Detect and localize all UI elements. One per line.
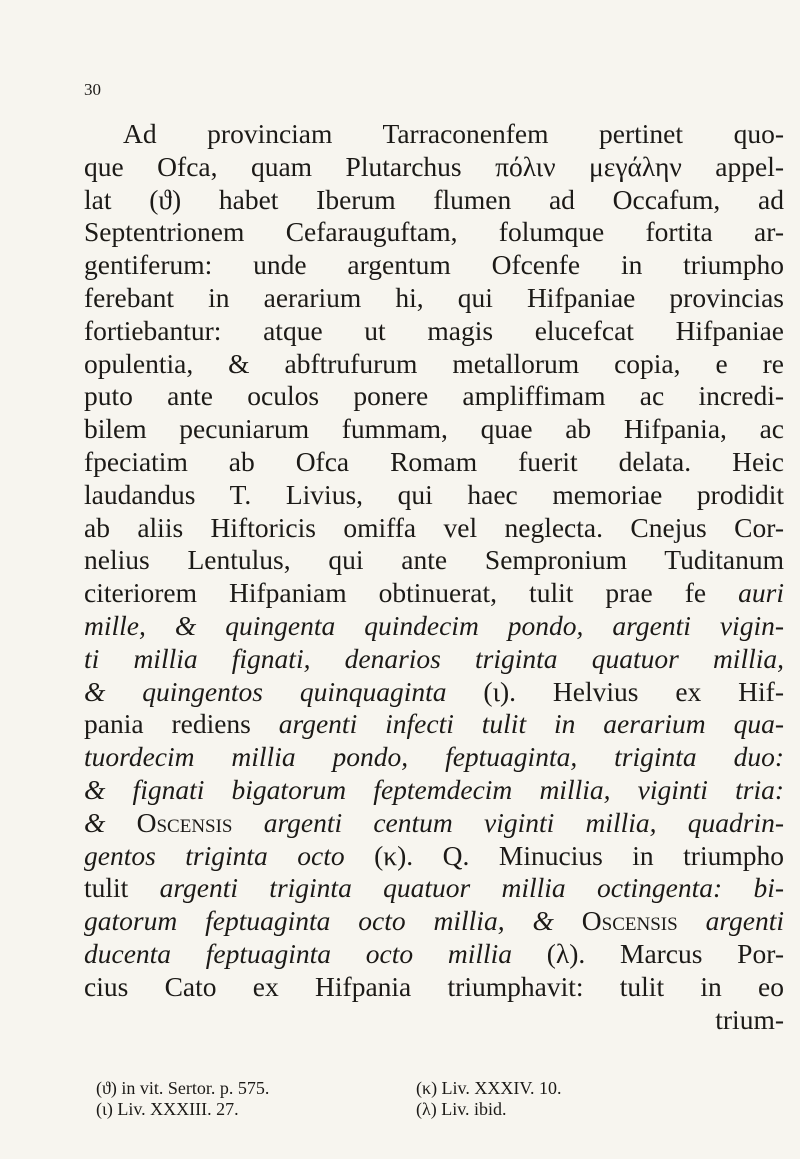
text-span: Ad provinciam Tarraconenfem pertinet quo- [123, 118, 784, 149]
text-line [84, 184, 784, 217]
text-span: (κ). Q. Minucius in triumpho [344, 839, 784, 871]
text-span: gentiferum: unde argentum Ofcenfe in triumpho [84, 249, 784, 281]
italic-span: auri [738, 577, 784, 609]
text-span: cius Cato ex Hifpania triumphavit: tulit in eo [84, 970, 784, 1002]
italic-span: argenti [677, 905, 784, 937]
text-line [84, 872, 784, 905]
italic-span: gatorum feptuaginta octo millia, & [84, 905, 582, 937]
text-span: ab aliis Hiftoricis omiffa vel neglecta. Cnejus Cor- [84, 511, 784, 543]
text-line [84, 610, 784, 643]
small-caps-span: Oscensis [581, 905, 678, 937]
text-line [84, 676, 784, 709]
text-span: lat (ϑ) habet Iberum flumen ad Occafum, ad [84, 183, 784, 215]
italic-span: & [84, 806, 137, 838]
text-line [84, 249, 784, 282]
footnote: (λ) Liv. ibid. [416, 1099, 507, 1119]
text-span: Septentrionem Cefarauguftam, folumque fortita ar- [84, 216, 784, 248]
text-line [84, 1004, 784, 1037]
text-span: nelius Lentulus, qui ante Sempronium Tuditanum [84, 544, 784, 576]
body-text [84, 118, 784, 1036]
text-line [84, 544, 784, 577]
text-span: tulit [84, 872, 160, 904]
italic-span: mille, & quingenta quindecim pondo, argenti vigin- [84, 609, 784, 641]
text-line [84, 741, 784, 774]
text-line [84, 216, 784, 249]
small-caps-span: Oscensis [136, 806, 233, 838]
text-line [84, 577, 784, 610]
footnote: (κ) Liv. XXXIV. 10. [416, 1078, 562, 1098]
text-line [84, 643, 784, 676]
text-line [84, 807, 784, 840]
text-line [84, 151, 784, 184]
text-line [84, 479, 784, 512]
text-line [84, 413, 784, 446]
text-line [84, 118, 784, 151]
text-span: fpeciatim ab Ofca Romam fuerit delata. Heic [84, 445, 784, 477]
italic-span: argenti centum viginti millia, quadrin- [232, 806, 784, 838]
italic-span: & fignati bigatorum feptemdecim millia, viginti tria: [84, 773, 784, 805]
italic-span: & quingentos quinquaginta [84, 675, 447, 707]
text-span: puto ante oculos ponere ampliffimam ac incredi- [84, 380, 784, 412]
text-line [84, 282, 784, 315]
text-span: opulentia, & abftrufurum metallorum copia, e re [84, 347, 784, 379]
text-span: que Ofca, quam Plutarchus πόλιν μεγάλην appel- [84, 150, 784, 182]
italic-span: gentos triginta octo [84, 839, 345, 871]
italic-span: argenti infecti tulit in aerarium qua- [278, 708, 784, 740]
text-line [84, 708, 784, 741]
text-line [84, 380, 784, 413]
text-line [84, 446, 784, 479]
italic-span: argenti triginta quatuor millia octingenta: bi- [159, 872, 785, 904]
text-span: (ι). Helvius ex Hif- [446, 675, 784, 707]
text-span: laudandus T. Livius, qui haec memoriae prodidit [84, 478, 784, 510]
text-line [84, 971, 784, 1004]
text-line [84, 905, 784, 938]
text-span: citeriorem Hifpaniam obtinuerat, tulit prae fe [84, 577, 739, 609]
text-span: ferebant in aerarium hi, qui Hifpaniae provincias [84, 281, 784, 313]
text-line [84, 938, 784, 971]
text-line [84, 315, 784, 348]
text-span: pania rediens [84, 708, 279, 740]
text-span: (λ). Marcus Por- [512, 937, 784, 969]
text-line [84, 774, 784, 807]
text-line [84, 840, 784, 873]
footnote: (ϑ) in vit. Sertor. p. 575. [96, 1078, 270, 1098]
page-number: 30 [84, 80, 101, 99]
text-line [84, 348, 784, 381]
text-span: fortiebantur: atque ut magis elucefcat Hifpaniae [84, 314, 784, 346]
text-span: bilem pecuniarum fummam, quae ab Hifpania, ac [84, 413, 784, 445]
italic-span: ducenta feptuaginta octo millia [84, 937, 513, 969]
footnote: (ι) Liv. XXXIII. 27. [96, 1099, 239, 1119]
text-line [84, 512, 784, 545]
italic-span: tuordecim millia pondo, feptuaginta, triginta duo: [84, 741, 784, 773]
italic-span: ti millia fignati, denarios triginta quatuor millia, [84, 642, 784, 674]
text-span: trium- [715, 1003, 784, 1035]
